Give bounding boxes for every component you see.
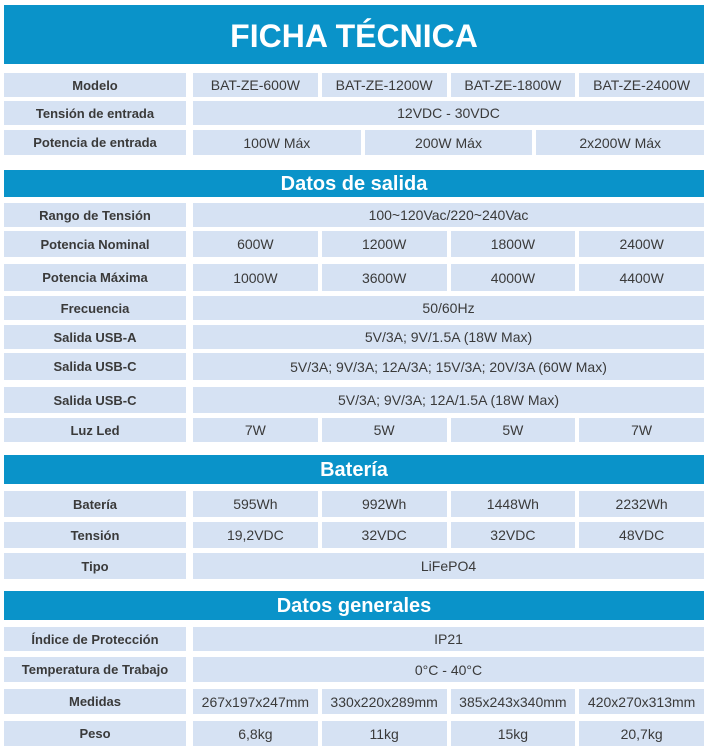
row-nominal [4, 231, 704, 257]
cell: 50/60Hz [193, 296, 704, 320]
cell: 5W [451, 418, 576, 442]
cell: 3600W [322, 264, 447, 291]
cell: 330x220x289mm [322, 689, 447, 714]
cell: 32VDC [322, 522, 447, 548]
row-tension [4, 522, 704, 548]
cell: 2232Wh [579, 491, 704, 517]
row-label: Salida USB-C [4, 387, 186, 413]
row-tipo [4, 553, 704, 579]
row-label: Potencia Máxima [4, 264, 186, 291]
row-peso [4, 721, 704, 746]
cell: 7W [579, 418, 704, 442]
section-header-generales: Datos generales [4, 591, 704, 620]
cell: 1000W [193, 264, 318, 291]
cell: 5V/3A; 9V/3A; 12A/1.5A (18W Max) [193, 387, 704, 413]
row-label: Tensión de entrada [4, 101, 186, 125]
cell: 6,8kg [193, 721, 318, 746]
cell: 48VDC [579, 522, 704, 548]
row-label: Modelo [4, 73, 186, 97]
row-label: Peso [4, 721, 186, 746]
row-ip [4, 627, 704, 651]
cell: 1200W [322, 231, 447, 257]
cell: 11kg [322, 721, 447, 746]
cell: 7W [193, 418, 318, 442]
row-label: Medidas [4, 689, 186, 714]
cell: 385x243x340mm [451, 689, 576, 714]
cell: 1800W [451, 231, 576, 257]
cell: 992Wh [322, 491, 447, 517]
cell: 32VDC [451, 522, 576, 548]
row-label: Potencia Nominal [4, 231, 186, 257]
row-label: Luz Led [4, 418, 186, 442]
row-potencia-entrada [4, 130, 704, 155]
cell: 15kg [451, 721, 576, 746]
cell: 5W [322, 418, 447, 442]
cell: BAT-ZE-2400W [579, 73, 704, 97]
cell: 267x197x247mm [193, 689, 318, 714]
cell: 0°C - 40°C [193, 657, 704, 682]
row-medidas [4, 689, 704, 714]
page-title: FICHA TÉCNICA [4, 5, 704, 64]
row-rango [4, 203, 704, 227]
row-usbc-2 [4, 387, 704, 413]
cell: 420x270x313mm [579, 689, 704, 714]
cell: 20,7kg [579, 721, 704, 746]
cell: BAT-ZE-1800W [451, 73, 576, 97]
cell: 5V/3A; 9V/3A; 12A/3A; 15V/3A; 20V/3A (60W Max) [193, 353, 704, 380]
row-temperatura [4, 657, 704, 682]
cell: 100~120Vac/220~240Vac [193, 203, 704, 227]
row-label: Tensión [4, 522, 186, 548]
row-label: Salida USB-C [4, 353, 186, 380]
cell: 595Wh [193, 491, 318, 517]
row-bateria [4, 491, 704, 517]
cell: 2x200W Máx [536, 130, 704, 155]
cell: 4000W [451, 264, 576, 291]
row-label: Potencia de entrada [4, 130, 186, 155]
row-label: Rango de Tensión [4, 203, 186, 227]
cell: IP21 [193, 627, 704, 651]
cell: 12VDC - 30VDC [193, 101, 704, 125]
cell: 2400W [579, 231, 704, 257]
section-header-salida: Datos de salida [4, 170, 704, 197]
row-label: Frecuencia [4, 296, 186, 320]
cell: 1448Wh [451, 491, 576, 517]
row-tension-entrada [4, 101, 704, 125]
row-usbc-1 [4, 353, 704, 380]
section-header-bateria: Batería [4, 455, 704, 484]
cell: 600W [193, 231, 318, 257]
cell: 4400W [579, 264, 704, 291]
row-luz [4, 418, 704, 442]
row-label: Batería [4, 491, 186, 517]
cell: LiFePO4 [193, 553, 704, 579]
row-label: Tipo [4, 553, 186, 579]
row-usba [4, 325, 704, 349]
cell: 19,2VDC [193, 522, 318, 548]
row-label: Temperatura de Trabajo [4, 657, 186, 682]
row-frecuencia [4, 296, 704, 320]
cell: 5V/3A; 9V/1.5A (18W Max) [193, 325, 704, 349]
row-label: Salida USB-A [4, 325, 186, 349]
cell: 100W Máx [193, 130, 361, 155]
cell: BAT-ZE-600W [193, 73, 318, 97]
cell: BAT-ZE-1200W [322, 73, 447, 97]
row-maxima [4, 264, 704, 291]
row-label: Índice de Protección [4, 627, 186, 651]
row-modelo [4, 73, 704, 97]
cell: 200W Máx [365, 130, 533, 155]
